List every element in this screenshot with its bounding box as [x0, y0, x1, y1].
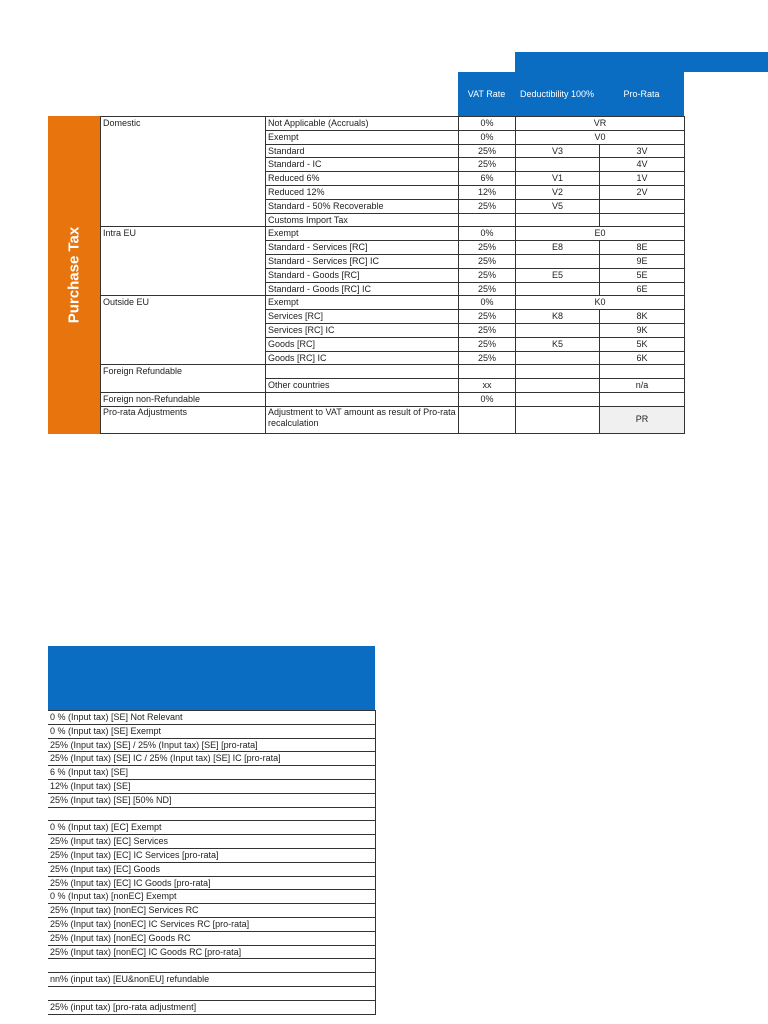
list-item: 25% (Input tax) [nonEC] Goods RC — [48, 932, 375, 946]
row-description: Standard - 50% Recoverable — [266, 199, 459, 213]
row-pro-rata: 8K — [600, 310, 685, 324]
row-pro-rata — [600, 199, 685, 213]
group-intra-eu: Intra EU — [101, 227, 266, 296]
row-vat-rate: 0% — [459, 117, 516, 131]
row-deductibility — [516, 323, 600, 337]
list-item: 25% (Input tax) [EC] IC Services [pro-rata] — [48, 849, 375, 863]
row-vat-rate: 25% — [459, 199, 516, 213]
row-vat-rate: 25% — [459, 158, 516, 172]
row-vat-rate: 0% — [459, 392, 516, 406]
row-deductibility: V3 — [516, 144, 600, 158]
row-description: Exempt — [266, 227, 459, 241]
row-deductibility — [516, 351, 600, 365]
row-pro-rata — [600, 392, 685, 406]
row-description: Exempt — [266, 296, 459, 310]
row-deductibility — [516, 406, 600, 433]
row-description: Standard - Goods [RC] — [266, 268, 459, 282]
row-description: Other countries — [266, 379, 459, 393]
group-outside-eu: Outside EU — [101, 296, 266, 365]
row-pro-rata: PR — [600, 406, 685, 433]
row-pro-rata: 6E — [600, 282, 685, 296]
group-pro-rata-adjustments: Pro-rata Adjustments — [101, 406, 266, 433]
row-deductibility — [516, 365, 600, 379]
row-vat-rate: 25% — [459, 310, 516, 324]
row-description: Customs Import Tax — [266, 213, 459, 227]
vat-rate-header: VAT Rate — [458, 72, 515, 116]
list-item: 25% (Input tax) [nonEC] IC Goods RC [pro-rata] — [48, 946, 375, 960]
purchase-tax-label: Purchase Tax — [65, 226, 83, 324]
list-item: 25% (Input tax) [SE] [50% ND] — [48, 794, 375, 808]
tax-codes-list — [48, 710, 376, 1015]
list-item: 25% (Input tax) [SE] / 25% (Input tax) [SE] [pro-rata] — [48, 739, 375, 753]
deductibility-header: Deductibility 100% — [515, 72, 599, 116]
vat-codes-table — [100, 116, 685, 434]
row-vat-rate: 25% — [459, 241, 516, 255]
list-item: 0 % (Input tax) [nonEC] Exempt — [48, 890, 375, 904]
row-deductibility: V5 — [516, 199, 600, 213]
tax-codes-header-box — [48, 646, 375, 710]
row-description: Exempt — [266, 130, 459, 144]
row-vat-rate: 25% — [459, 144, 516, 158]
row-vat-rate: 25% — [459, 337, 516, 351]
row-vat-rate — [459, 213, 516, 227]
list-item: nn% (input tax) [EU&nonEU] refundable — [48, 973, 375, 987]
row-deductibility: V1 — [516, 172, 600, 186]
list-item — [48, 808, 375, 822]
group-foreign-refundable: Foreign Refundable — [101, 365, 266, 393]
row-description: Services [RC] IC — [266, 323, 459, 337]
row-pro-rata — [600, 213, 685, 227]
list-item: 0 % (Input tax) [SE] Not Relevant — [48, 710, 375, 725]
list-item: 25% (Input tax) [nonEC] IC Services RC [pro-rata] — [48, 918, 375, 932]
list-item: 25% (Input tax) [EC] IC Goods [pro-rata] — [48, 877, 375, 891]
list-item: 25% (input tax) [pro-rata adjustment] — [48, 1001, 375, 1015]
row-deductibility: E8 — [516, 241, 600, 255]
row-description: Reduced 12% — [266, 185, 459, 199]
group-domestic: Domestic — [101, 117, 266, 227]
row-deductibility — [516, 213, 600, 227]
row-description: Adjustment to VAT amount as result of Pro-rata recalculation — [266, 406, 459, 433]
row-description — [266, 365, 459, 379]
row-description: Standard — [266, 144, 459, 158]
row-code: V0 — [516, 130, 685, 144]
row-vat-rate — [459, 365, 516, 379]
row-deductibility: K5 — [516, 337, 600, 351]
row-pro-rata: 6K — [600, 351, 685, 365]
row-pro-rata: 5K — [600, 337, 685, 351]
row-vat-rate: 12% — [459, 185, 516, 199]
list-item — [48, 959, 375, 973]
row-vat-rate: 0% — [459, 227, 516, 241]
row-description: Standard - Services [RC] IC — [266, 254, 459, 268]
row-deductibility: K8 — [516, 310, 600, 324]
list-item: 12% (Input tax) [SE] — [48, 780, 375, 794]
row-description: Not Applicable (Accruals) — [266, 117, 459, 131]
row-deductibility — [516, 282, 600, 296]
row-vat-rate: 25% — [459, 351, 516, 365]
row-vat-rate: 25% — [459, 323, 516, 337]
list-item: 25% (Input tax) [EC] Goods — [48, 863, 375, 877]
row-deductibility: V2 — [516, 185, 600, 199]
row-description: Standard - Services [RC] — [266, 241, 459, 255]
row-vat-rate: 6% — [459, 172, 516, 186]
row-pro-rata: 2V — [600, 185, 685, 199]
table-row — [101, 227, 685, 241]
row-deductibility — [516, 158, 600, 172]
row-vat-rate: xx — [459, 379, 516, 393]
row-pro-rata: 9K — [600, 323, 685, 337]
row-deductibility — [516, 254, 600, 268]
row-description: Goods [RC] IC — [266, 351, 459, 365]
table-row — [101, 117, 685, 131]
header-blue-strip — [515, 52, 768, 72]
row-code: K0 — [516, 296, 685, 310]
row-description: Goods [RC] — [266, 337, 459, 351]
row-vat-rate: 0% — [459, 130, 516, 144]
list-item — [48, 987, 375, 1001]
row-pro-rata: 4V — [600, 158, 685, 172]
row-vat-rate — [459, 406, 516, 433]
list-item: 6 % (Input tax) [SE] — [48, 766, 375, 780]
table-row — [101, 296, 685, 310]
row-pro-rata: n/a — [600, 379, 685, 393]
list-item: 25% (Input tax) [EC] Services — [48, 835, 375, 849]
row-pro-rata: 9E — [600, 254, 685, 268]
table-row — [101, 392, 685, 406]
row-vat-rate: 0% — [459, 296, 516, 310]
row-description: Services [RC] — [266, 310, 459, 324]
list-item: 25% (Input tax) [nonEC] Services RC — [48, 904, 375, 918]
list-item: 0 % (Input tax) [SE] Exempt — [48, 725, 375, 739]
row-description: Standard - IC — [266, 158, 459, 172]
row-vat-rate: 25% — [459, 282, 516, 296]
table-row — [101, 406, 685, 433]
row-vat-rate: 25% — [459, 268, 516, 282]
row-pro-rata — [600, 365, 685, 379]
row-deductibility — [516, 392, 600, 406]
list-item: 0 % (Input tax) [EC] Exempt — [48, 821, 375, 835]
row-description: Standard - Goods [RC] IC — [266, 282, 459, 296]
row-deductibility: E5 — [516, 268, 600, 282]
group-foreign-non-refundable: Foreign non-Refundable — [101, 392, 266, 406]
row-pro-rata: 8E — [600, 241, 685, 255]
row-pro-rata: 1V — [600, 172, 685, 186]
row-vat-rate: 25% — [459, 254, 516, 268]
list-item: 25% (Input tax) [SE] IC / 25% (Input tax) [SE] IC [pro-rata] — [48, 752, 375, 766]
row-code: E0 — [516, 227, 685, 241]
row-pro-rata: 3V — [600, 144, 685, 158]
row-pro-rata: 5E — [600, 268, 685, 282]
row-description: Reduced 6% — [266, 172, 459, 186]
row-description — [266, 392, 459, 406]
table-row — [101, 365, 685, 379]
column-header-row — [458, 72, 684, 116]
row-deductibility — [516, 379, 600, 393]
pro-rata-header: Pro-Rata — [599, 72, 684, 116]
row-code: VR — [516, 117, 685, 131]
